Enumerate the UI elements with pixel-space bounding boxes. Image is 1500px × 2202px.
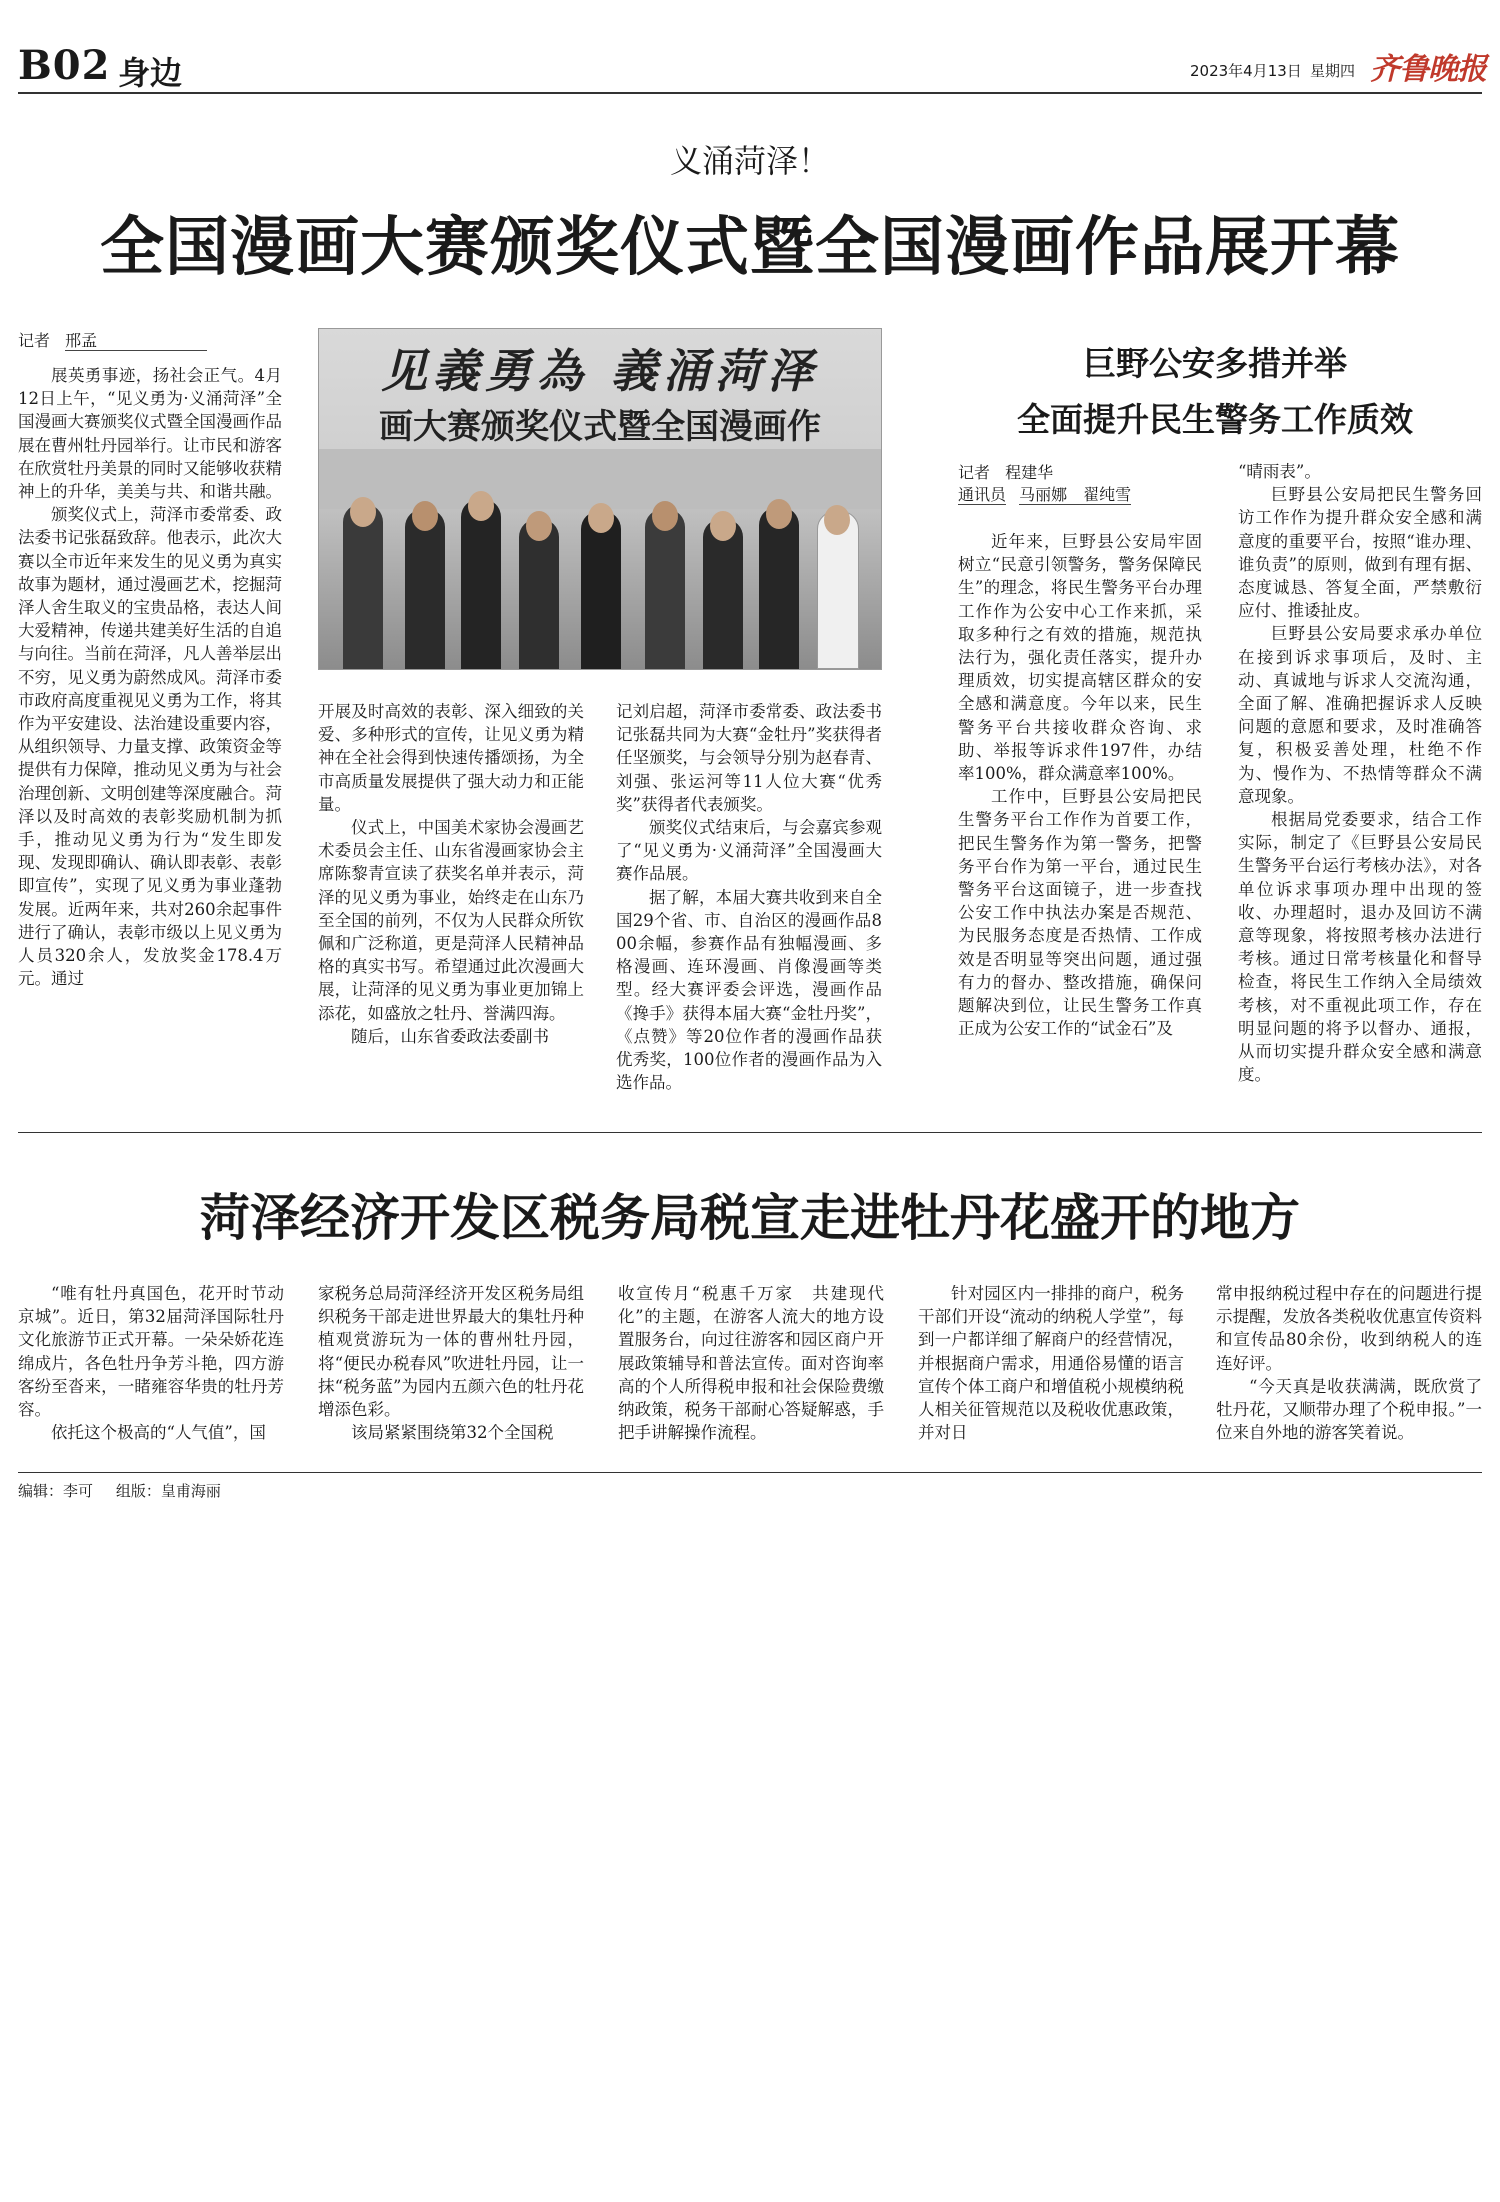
- person-figure: [581, 511, 621, 669]
- police-story-headline-1: 巨野公安多措并举: [1083, 344, 1347, 383]
- award-ceremony-photo: [318, 328, 882, 670]
- paragraph: 工作中，巨野县公安局把民生警务平台工作作为首要工作，把民生警务作为第一警务，把警务平台作为第一平台，通过民生警务平台这面镜子，进一步查找公安工作中执法办案是否规范、为民服务态度是否热情、工作成效是否明显等突出问题，通过强有力的督办、整改措施，确保问题解决到位，让民生警务工作真正成为公安工作的“试金石”及: [958, 787, 1202, 1039]
- lead-column-1: [18, 364, 282, 990]
- person-head: [588, 503, 614, 533]
- paragraph: “晴雨表”。: [1238, 462, 1321, 481]
- paragraph: 收宣传月“税惠千万家 共建现代化”的主题，在游客人流大的地方设置服务台，向过往游客和园区商户开展政策辅导和普法宣传。面对咨询率高的个人所得税申报和社会保险费缴纳政策，税务干部耐心答疑解惑，手把手讲解操作流程。: [618, 1284, 884, 1443]
- paragraph: 仪式上，中国美术家协会漫画艺术委员会主任、山东省漫画家协会主席陈黎青宣读了获奖名单并表示，菏泽的见义勇为事业，始终走在山东乃至全国的前列，不仅为人民群众所钦佩和广泛称道，更是菏泽人民精神品格的真实书写。希望通过此次漫画大展，让菏泽的见义勇为事业更加锦上添花，如盛放之牡丹、誉满四海。: [318, 818, 584, 1023]
- person-figure: [645, 509, 685, 669]
- paragraph: 常申报纳税过程中存在的问题进行提示提醒，发放各类税收优惠宣传资料和宣传品80余份，收到纳税人的连连好评。: [1216, 1284, 1482, 1373]
- correspondent-names: 马丽娜 翟纯雪: [1019, 485, 1132, 504]
- person-head: [350, 497, 376, 527]
- paragraph: 开展及时高效的表彰、深入细致的关爱、多种形式的宣传，让见义勇为精神在全社会得到快速传播颂扬，为全市高质量发展提供了强大动力和正能量。: [318, 702, 584, 814]
- person-figure: [759, 507, 799, 669]
- lead-headline: 全国漫画大赛颁奖仪式暨全国漫画作品展开幕: [100, 210, 1400, 285]
- layout-name: 皇甫海丽: [160, 1482, 221, 1500]
- police-story-headline-2: 全面提升民生警务工作质效: [1017, 400, 1413, 439]
- page-footer: [18, 1480, 221, 1501]
- person-head: [652, 501, 678, 531]
- tax-story-column-2: [318, 1282, 584, 1444]
- stage-backdrop: [319, 449, 881, 509]
- issue-weekday: 星期四: [1310, 62, 1356, 80]
- paragraph: 随后，山东省委政法委副书: [351, 1026, 549, 1046]
- paragraph: 针对园区内一排排的商户，税务干部们开设“流动的纳税人学堂”，每到一户都详细了解商户的经营情况，并根据商户需求，用通俗易懂的语言宣传个体工商户和增值税小规模纳税人相关征管规范以及税收优惠政策，并对日: [918, 1284, 1184, 1443]
- footer-rule: [18, 1472, 1482, 1473]
- paragraph: 颁奖仪式上，菏泽市委常委、政法委书记张磊致辞。他表示，此次大赛以全市近年来发生的见义勇为真实故事为题材，通过漫画艺术，挖掘菏泽人舍生取义的宝贵品格，表达人间大爱精神，传递共建美好生活的自追与向往。当前在菏泽，凡人善举层出不穷，见义勇为蔚然成风。菏泽市委市政府高度重视见义勇为工作，将其作为平安建设、法治建设重要内容，从组织领导、力量支撑、政策资金等提供有力保障，推动见义勇为与社会治理创新、文明创建等深度融合。菏泽以及时高效的表彰奖励机制为抓手，推动见义勇为行为“发生即发现、发现即确认、确认即表彰、表彰即宣传”，实现了见义勇为事业蓬勃发展。近两年来，共对260余起事件进行了确认，表彰市级以上见义勇为人员320余人，发放奖金178.4万元。通过: [18, 505, 282, 989]
- layout-label: 组版：: [115, 1482, 161, 1500]
- newspaper-masthead: 齐鲁晚报: [1370, 52, 1486, 87]
- header-rule: [18, 92, 1482, 94]
- editor-name: 李可: [63, 1482, 94, 1500]
- byline-label: 记者: [18, 331, 51, 350]
- section-name: 身边: [118, 54, 183, 92]
- paragraph: 家税务总局菏泽经济开发区税务局组织税务干部走进世界最大的集牡丹种植观赏游玩为一体的曹州牡丹园，将“便民办税春风”吹进牡丹园，让一抹“税务蓝”为园内五颜六色的牡丹花增添色彩。: [318, 1284, 584, 1420]
- correspondent-label: 通讯员: [958, 485, 1007, 504]
- person-head: [526, 511, 552, 541]
- paragraph: 据了解，本届大赛共收到来自全国29个省、市、自治区的漫画作品800余幅，参赛作品有独幅漫画、多格漫画、连环漫画、肖像漫画等类型。经大赛评委会评选，漫画作品《搀手》获得本届大赛“金牡丹奖”，《点赞》等20位作者的漫画作品获优秀奖，100位作者的漫画作品为入选作品。: [616, 887, 882, 1093]
- police-story-correspondents: [958, 482, 1131, 505]
- byline-name: 程建华: [1005, 463, 1054, 482]
- person-head: [710, 511, 736, 541]
- photo-banner-title: 见義勇為 義涌菏泽: [380, 344, 819, 398]
- tax-story-headline: 菏泽经济开发区税务局税宣走进牡丹花盛开的地方: [200, 1188, 1300, 1247]
- paragraph: 依托这个极高的“人气值”，国: [51, 1423, 266, 1443]
- police-story-column-1: [958, 530, 1202, 1040]
- paragraph: “唯有牡丹真国色，花开时节动京城”。近日，第32届菏泽国际牡丹文化旅游节正式开幕。一朵朵娇花连绵成片，各色牡丹争芳斗艳，四方游客纷至沓来，一睹雍容华贵的牡丹芳容。: [18, 1284, 284, 1420]
- byline-label: 记者: [958, 463, 991, 482]
- paragraph: 近年来，巨野县公安局牢固树立“民意引领警务，警务保障民生”的理念，将民生警务平台办理工作作为公安中心工作来抓，采取多种行之有效的措施，规范执法行为，强化责任落实，提升办理质效，切实提高辖区群众的安全感和满意度。今年以来，民生警务平台共接收群众咨询、求助、举报等诉求件197件，办结率100%，群众满意率100%。: [958, 532, 1202, 784]
- paragraph: 颁奖仪式结束后，与会嘉宾参观了“见义勇为·义涌菏泽”全国漫画大赛作品展。: [616, 818, 882, 884]
- police-story-byline: [958, 460, 1053, 483]
- paragraph: 记刘启超，菏泽市委常委、政法委书记张磊共同为大赛“金牡丹”奖获得者任坚颁奖，与会领导分别为赵春青、刘强、张运河等11人位大赛“优秀奖”获得者代表颁奖。: [616, 702, 882, 814]
- person-figure: [405, 509, 445, 669]
- paragraph: 展英勇事迹，扬社会正气。4月12日上午，“见义勇为·义涌菏泽”全国漫画大赛颁奖仪式暨全国漫画作品展在曹州牡丹园举行。让市民和游客在欣赏牡丹美景的同时又能够收获精神上的升华，美美与共、和谐共融。: [18, 366, 282, 502]
- tax-story-column-3: [618, 1282, 884, 1444]
- lead-kicker: 义涌菏泽！: [669, 142, 830, 180]
- lead-column-3: [616, 700, 882, 1094]
- page-code: B02: [18, 42, 111, 89]
- person-figure: [519, 519, 559, 669]
- paragraph: 巨野县公安局要求承办单位在接到诉求事项后，及时、主动、真诚地与诉求人交流沟通，全面了解、准确把握诉求人反映问题的意愿和要求，及时准确答复，积极妥善处理，杜绝不作为、慢作为、不热情等群众不满意现象。: [1238, 624, 1482, 806]
- person-figure: [343, 504, 383, 669]
- section-rule: [18, 1132, 1482, 1133]
- person-head: [468, 491, 494, 521]
- byline-name: 邢孟: [65, 331, 207, 351]
- person-figure: [703, 519, 743, 669]
- tax-story-column-5: [1216, 1282, 1482, 1444]
- tax-story-column-1: [18, 1282, 284, 1444]
- person-head: [824, 505, 850, 535]
- paragraph: 巨野县公安局把民生警务回访工作作为提升群众安全感和满意度的重要平台，按照“谁办理、谁负责”的原则，做到有理有据、态度诚恳、答复全面，严禁敷衍应付、推诿扯皮。: [1238, 485, 1482, 621]
- paragraph: 根据局党委要求，结合工作实际，制定了《巨野县公安局民生警务平台运行考核办法》，对各单位诉求事项办理中出现的签收、办理超时，退办及回访不满意等现象，将按照考核办法进行考核。通过日常考核量化和督导检查，将民生工作纳入全局绩效考核，对不重视此项工作，存在明显问题的将予以督办、通报，从而切实提升群众安全感和满意度。: [1238, 810, 1482, 1085]
- police-story-column-2: [1238, 460, 1482, 1086]
- person-figure: [461, 499, 501, 669]
- lead-column-2: [318, 700, 584, 1048]
- lead-byline: [18, 328, 207, 351]
- paragraph: 该局紧紧围绕第32个全国税: [351, 1423, 554, 1443]
- issue-date: 2023年4月13日: [1190, 62, 1302, 80]
- person-head: [412, 501, 438, 531]
- paragraph: “今天真是收获满满，既欣赏了牡丹花，又顺带办理了个税申报。”一位来自外地的游客笑着说。: [1216, 1376, 1482, 1443]
- editor-label: 编辑：: [18, 1482, 64, 1500]
- photo-banner-subtitle: 画大赛颁奖仪式暨全国漫画作: [379, 407, 821, 447]
- person-head: [766, 499, 792, 529]
- tax-story-column-4: [918, 1282, 1184, 1444]
